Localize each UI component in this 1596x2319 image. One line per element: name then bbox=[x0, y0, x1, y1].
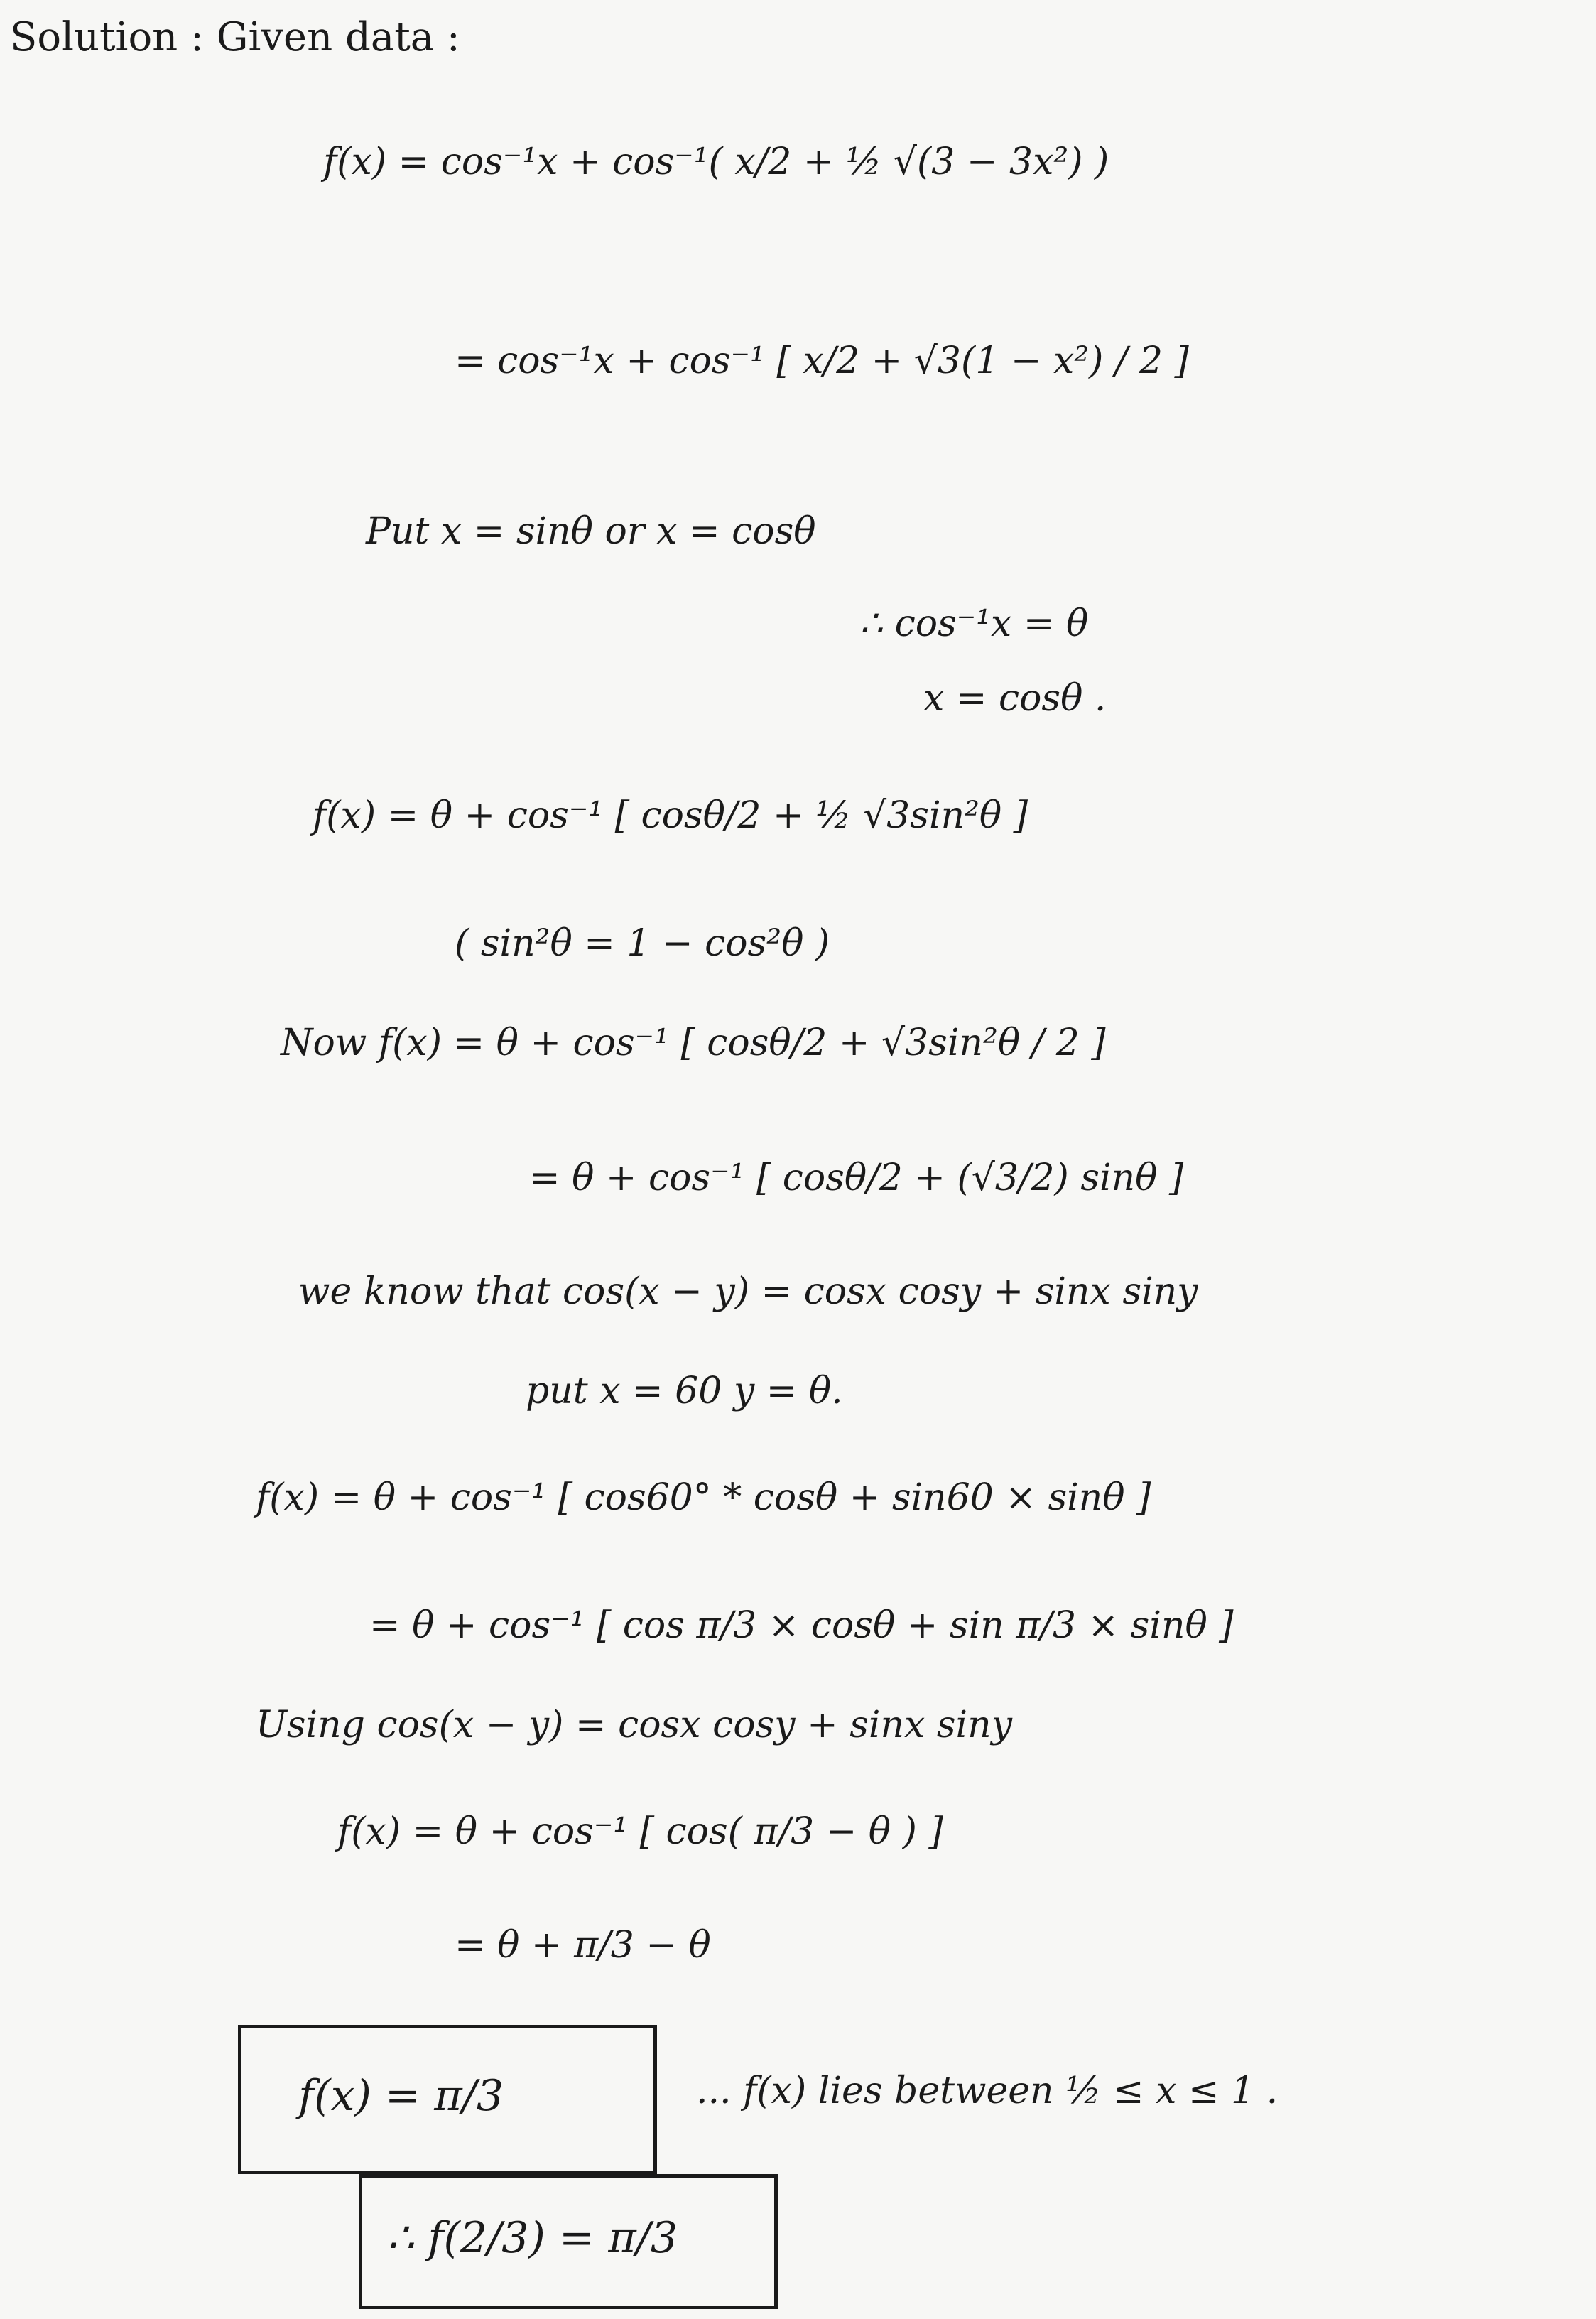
equation-line-11: put x = 60 y = θ. bbox=[526, 1370, 843, 1412]
equation-line-12: f(x) = θ + cos⁻¹ [ cos60° * cosθ + sin60 × sinθ ] bbox=[256, 1476, 1151, 1519]
equation-line-10: we know that cos(x − y) = cosx cosy + sinx siny bbox=[298, 1270, 1198, 1313]
equation-line-7: ( sin²θ = 1 − cos²θ ) bbox=[455, 922, 830, 965]
equation-line-14: Using cos(x − y) = cosx cosy + sinx siny bbox=[256, 1704, 1013, 1746]
result-box-2-text: ∴ f(2/3) = π/3 bbox=[387, 2213, 678, 2263]
equation-line-13: = θ + cos⁻¹ [ cos π/3 × cosθ + sin π/3 × sinθ ] bbox=[369, 1604, 1234, 1647]
equation-line-5: x = cosθ . bbox=[923, 677, 1107, 720]
equation-line-4: ∴ cos⁻¹x = θ bbox=[859, 602, 1089, 645]
result-box-1-text: f(x) = π/3 bbox=[298, 2071, 504, 2121]
equation-line-6: f(x) = θ + cos⁻¹ [ cosθ/2 + ½ √3sin²θ ] bbox=[313, 794, 1028, 837]
solution-header: Solution : Given data : bbox=[10, 14, 460, 60]
equation-line-9: = θ + cos⁻¹ [ cosθ/2 + (√3/2) sinθ ] bbox=[529, 1157, 1184, 1199]
equation-line-3: Put x = sinθ or x = cosθ bbox=[366, 510, 816, 553]
equation-line-2: = cos⁻¹x + cos⁻¹ [ x/2 + √3(1 − x²) / 2 ] bbox=[455, 340, 1189, 382]
equation-line-8: Now f(x) = θ + cos⁻¹ [ cosθ/2 + √3sin²θ / 2 ] bbox=[281, 1022, 1106, 1064]
equation-line-16: = θ + π/3 − θ bbox=[455, 1924, 711, 1967]
domain-note: ... f(x) lies between ½ ≤ x ≤ 1 . bbox=[696, 2070, 1279, 2112]
equation-line-1: f(x) = cos⁻¹x + cos⁻¹( x/2 + ½ √(3 − 3x²) ) bbox=[323, 141, 1109, 183]
equation-line-15: f(x) = θ + cos⁻¹ [ cos( π/3 − θ ) ] bbox=[337, 1810, 943, 1853]
